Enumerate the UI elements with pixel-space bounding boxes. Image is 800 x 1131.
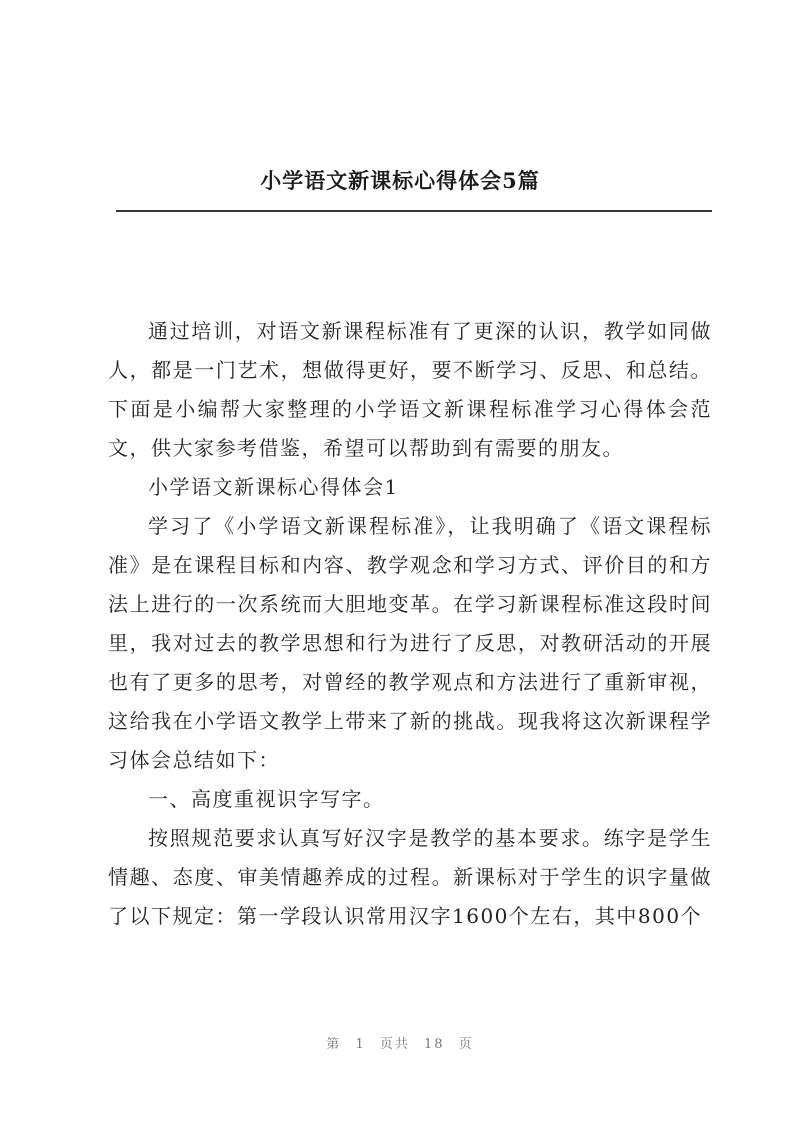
paragraph-literacy: 按照规范要求认真写好汉字是教学的基本要求。练字是学生情趣、态度、审美情趣养成的过程。新课标对于学生的识字量做了以下规定：第一学段认识常用汉字1600个左右，其中800个 xyxy=(108,826,712,928)
document-title: 小学语文新课标心得体会5篇 xyxy=(260,168,540,193)
footer-middle: 页共 xyxy=(379,1037,410,1052)
section-heading-1: 小学语文新课标心得体会1 xyxy=(148,475,399,499)
paragraph-intro: 通过培训，对语文新课程标准有了更深的认识，教学如同做人，都是一门艺术，想做得更好，要不断学习、反思、和总结。下面是小编帮大家整理的小学语文新课程标准学习心得体会范文，供大家参考借鉴，希望可以帮助到有需要的朋友。 xyxy=(108,319,712,460)
footer-page-number: 1 xyxy=(355,1037,366,1052)
page-footer xyxy=(0,1033,800,1052)
paragraph-section-1: 学习了《小学语文新课程标准》，让我明确了《语文课程标准》是在课程目标和内容、教学观念和学习方式、评价目的和方法上进行的一次系统而大胆地变革。在学习新课程标准这段时间里，我对过去的教学思想和行为进行了反思，对教研活动的开展也有了更多的思考，对曾经的教学观点和方法进行了重新审视，这给我在小学语文教学上带来了新的挑战。现我将这次新课程学习体会总结如下： xyxy=(108,514,712,772)
subheading-1: 一、高度重视识字写字。 xyxy=(148,787,385,811)
title-divider xyxy=(116,210,712,212)
footer-total-pages: 18 xyxy=(424,1037,445,1052)
document-body xyxy=(108,312,712,936)
footer-prefix: 第 xyxy=(326,1037,342,1052)
footer-suffix: 页 xyxy=(458,1037,474,1052)
